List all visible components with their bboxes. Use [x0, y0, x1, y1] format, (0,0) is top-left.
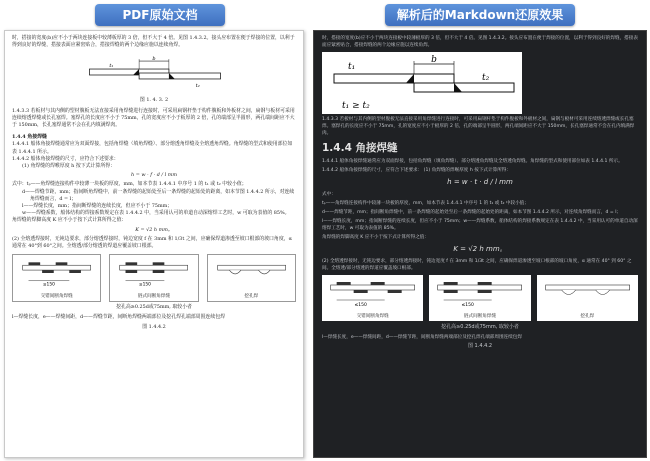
pdf-definition-w: w——焊缝系数，船体结构的焊接系数规定在表 1.4.4.2 中，当采用认可的单道自动深熔焊工艺时，w 可取为表值的 85%。: [22, 210, 290, 217]
sketch-label-scallop: 挖孔焊: [244, 294, 259, 300]
staggered-weld-drawing: [13, 255, 100, 291]
md-heading-144: 1.4.4 角接焊缝: [322, 142, 398, 154]
md-fig-label-cond: t₁ ≥ t₂: [342, 101, 370, 111]
svg-text:≤150: ≤150: [139, 282, 152, 288]
pdf-sketch-staggered: [12, 254, 101, 302]
md-intro-paragraph: 时，搭接的宽度(b)应不小于两块连接板中较薄板厚的 3 倍，但不大于 4 倍。见图 1.4.3.2。接头应布置在便于焊接的位置，以利于得到良好的焊缝，搭接表面应紧密贴合，搭接焊缝的两个边缘应施以连续角焊。: [322, 36, 638, 48]
pdf-section-title-144: 1.4.4 角接焊缝: [12, 134, 47, 141]
figure-caption-1442: 图 1.4.4.2: [142, 323, 166, 330]
md-definition-l: l——焊缝长度，mm；指间断焊缝的连续长度，但应不小于 75mm；w——焊缝系数，船体结构的焊接系数规定在表 1.4.4.2 中，当采用认可的单道自动深熔焊工艺时，w 可取为表值的 85%。: [322, 219, 638, 231]
md-weld-sketch-row: [322, 275, 638, 321]
md-paragraph-2: (2) 全熔透焊接时，无钝边要求，部分熔透焊接时，钝边宽度 f 在 3mm 和 1/3t 之间，应确保焊道渗透至坡口根部的坡口角度，α 通常在 40° 到 60° 之间。全熔透/部分熔透的焊道应覆盖坡口根部。: [322, 259, 632, 271]
pdf-intro-paragraph: 时，搭接的宽度(b)应不小于两块连接板中较薄板厚的 3 倍，但不大于 4 倍。见图 1.4.3.2。接头应布置在便于焊接的位置，以利于得到良好的焊缝，搭接表面应紧密贴合，搭接焊缝的两个边缘应施以连续角焊。: [12, 35, 295, 49]
md-scallop-weld-drawing: [537, 275, 638, 309]
pdf-document-panel[interactable]: [4, 30, 304, 458]
md-min-throat-text: 角焊缝的焊脚高度 K 应不小于按下式计算所得之值：: [322, 235, 429, 240]
pdf-paragraph-1441: 1.4.4.1 船体角接焊缝通常应为双面焊接，包括角焊缝（填角焊缝）、部分熔透角焊缝及全熔透角焊缝。角焊缝的型式和使用部位如表 1.4.4.1 所示。: [12, 141, 293, 155]
lap-joint-drawing: [12, 53, 296, 95]
pdf-legend: l—焊缝长度，e——焊缝间距，d——焊缝节距，间断角焊缝两端部位及挖孔焊孔端部周围连续包焊: [12, 314, 225, 321]
pdf-paragraph-1433: 1.4.3.3 若板材与其内侧的型材腹板无法直接采用角焊缝进行连接时，可采用扁钢杆垫于构件腹板和外板材之间，扁钢与板材可采用连续熔透焊缝或长孔塞焊。塞焊孔的长度应不小于 75mm，孔的宽度应不小于板厚的 2 倍，孔的端部呈半圆形，两孔端间距应不大于 150mm，长孔塞焊通常不会在孔内填满焊肉。: [12, 107, 295, 129]
md-definition-t: tₚ——角焊缝连接构件中较薄一块板的厚度，mm，如本节表 1.4.4.1 中序号 1 的 t₁ 或 t₂ 中较小值；: [322, 201, 529, 206]
md-lap-joint-drawing: [322, 52, 522, 114]
pdf-min-throat-text: 角焊缝的焊脚高度 K 应不小于按下式计算所得之值：: [12, 217, 127, 224]
md-lap-joint-figure: [322, 52, 522, 114]
md-sketch-chain: [429, 275, 530, 321]
markdown-result-label: 解析后的Markdown还原效果: [385, 4, 575, 26]
pdf-definition-l: l——焊缝长度，mm；指间断焊缝的连续长度，但应不小于 75mm；: [22, 203, 173, 210]
md-sketch-note: 挖孔高≥0.25d或75mm, 取较小者: [441, 324, 519, 330]
lap-joint-figure: [12, 53, 296, 95]
svg-text:≤150: ≤150: [354, 303, 367, 308]
md-fig-label-b: b: [431, 55, 437, 65]
figure-caption-1432: 图 1. 4. 3. 2: [139, 97, 169, 104]
pdf-sketch-chain: [109, 254, 198, 302]
scallop-weld-drawing: [208, 255, 295, 291]
pdf-paragraph-1442: 1.4.4.2 船体角接焊缝的尺寸，应符合下述要求：: [12, 155, 119, 162]
pdf-formula-throat: h = w · f · d / l mm: [131, 172, 177, 179]
md-paragraph-1441: 1.4.4.1 船体角接焊缝通常应为双面焊接，包括角焊缝（填角焊缝）、部分熔透角焊缝及全熔透角焊缝。角焊缝的型式和使用部位如表 1.4.4.1 所示。: [322, 159, 623, 164]
md-fig-label-t2: t₂: [482, 73, 490, 83]
md-definition-d: d——焊缝节距，mm；指间断角焊缝中，前一条焊缝的起始处至后一条焊缝的起始处的距离，如本节图 1.4.4.2 所示，对连续角焊缝而言，d = l；: [322, 210, 622, 215]
md-sketch-scallop: [537, 275, 638, 321]
md-where-label: 式中：: [322, 192, 336, 197]
md-legend: l—焊缝长度，e——焊缝间距，d——焊缝节距，间断角焊缝两端部位及挖孔焊孔端部周围连续包焊: [322, 335, 522, 340]
md-formula-leg: K = √2 h mm。: [453, 245, 507, 253]
md-fig-label-t1: t₁: [348, 62, 356, 72]
svg-text:t₁: t₁: [109, 63, 114, 70]
svg-text:t₂: t₂: [195, 83, 200, 90]
md-staggered-weld-drawing: [322, 275, 423, 309]
md-paragraph-1442: 1.4.4.2 船体角接焊缝的尺寸，应符合下述要求： (1) 角焊缝的焊喉厚度 h 按下式计算所得：: [322, 168, 511, 173]
pdf-sketch-note: 挖孔高≥0.25d或75mm, 取较小者: [116, 304, 192, 311]
pdf-original-label: PDF原始文档: [95, 4, 225, 26]
pdf-sketch-scallop: [207, 254, 296, 302]
md-sketch-label-staggered: 交错间断角焊缝: [356, 314, 389, 319]
chain-weld-drawing: [110, 255, 197, 291]
pdf-definition-t: 式中：tₚ——角焊缝连接构件中较薄一块板的厚度，mm，如本节表 1.4.4.1 中序号 1 的 t₁ 或 t₂ 中较小值；: [12, 181, 247, 188]
md-chain-weld-drawing: [429, 275, 530, 309]
pdf-formula-leg: K = √2 h mm。: [135, 226, 173, 233]
svg-text:b: b: [152, 56, 156, 63]
md-figure-caption-1442: 图 1.4.4.2: [467, 343, 493, 349]
md-paragraph-1433: 1.4.3.3 若板材与其内侧的型材腹板无法直接采用角焊缝进行连接时，可采用扁钢杆垫于构件腹板和外板材之间，扁钢与板材可采用连续熔透焊缝或长孔塞焊。塞焊孔的长度应不小于 75mm，孔的宽度应不小于板厚的 2 倍，孔的端部呈半圆形，两孔端间距应不大于 150mm，长孔塞焊通常不会在孔内填满焊肉。: [322, 117, 635, 136]
svg-text:≤150: ≤150: [42, 282, 55, 288]
pdf-paragraph-2: (2) 全熔透焊接时，无钝边要求，部分熔透焊接时，钝边宽度 f 在 3mm 和 1/3t 之间，应确保焊道渗透至坡口根部的坡口角度，α 通常在 40°到 60°之间。全熔透/部分熔透的焊道应覆盖坡口根部。: [12, 235, 292, 250]
pdf-definition-d: d——焊缝节距，mm；指间断角焊缝中，前一条焊缝的起始处至后一条焊缝的起始处的距离，如本节图 1.4.4.2 所示，对连续角焊缝而言，d = l；: [22, 188, 295, 202]
md-formula-throat: h = w · t · d / l mm: [447, 178, 513, 186]
md-sketch-staggered: [322, 275, 423, 321]
sketch-label-staggered: 交错间断角焊缝: [40, 294, 73, 300]
md-sketch-label-scallop: 挖孔焊: [580, 314, 595, 319]
sketch-label-chain: 链式间断角焊缝: [137, 294, 171, 300]
pdf-weld-sketch-row: [12, 254, 296, 302]
pdf-paragraph-1442-1: (1) 角焊缝的焊喉厚度 h 按下式计算所得：: [22, 163, 115, 170]
svg-text:≤150: ≤150: [461, 303, 475, 308]
markdown-render-panel[interactable]: [313, 30, 647, 458]
md-sketch-label-chain: 链式间断角焊缝: [463, 314, 497, 319]
